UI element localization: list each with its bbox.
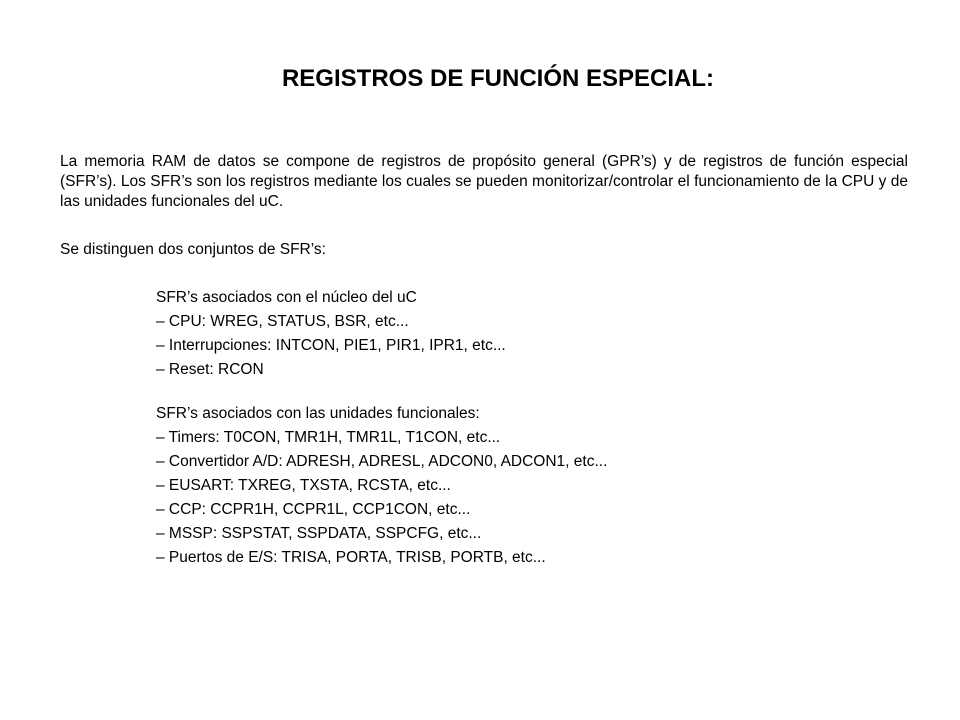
core-sfr-group (156, 286, 506, 382)
list-item: – CPU: WREG, STATUS, BSR, etc... (156, 313, 409, 330)
intro-paragraph: La memoria RAM de datos se compone de registros de propósito general (GPR’s) y de registros de función especial (SFR’s). Los SFR’s son los registros mediante los cuales se pueden monitorizar/controlar el funcionamiento de la CPU y de las unidades funcionales del uC. (60, 153, 908, 210)
list-item: – Interrupciones: INTCON, PIE1, PIR1, IPR1, etc... (156, 337, 506, 354)
lead-sentence: Se distinguen dos conjuntos de SFR’s: (60, 241, 326, 258)
group-heading: SFR’s asociados con el núcleo del uC (156, 289, 417, 306)
list-item: – Timers: T0CON, TMR1H, TMR1L, T1CON, etc... (156, 429, 501, 446)
units-sfr-group (156, 402, 607, 570)
slide-title: REGISTROS DE FUNCIÓN ESPECIAL: (281, 65, 715, 92)
list-item: – EUSART: TXREG, TXSTA, RCSTA, etc... (156, 477, 451, 494)
list-item: – Reset: RCON (156, 361, 264, 378)
group-heading: SFR’s asociados con las unidades funcionales: (156, 405, 480, 422)
list-item: – Puertos de E/S: TRISA, PORTA, TRISB, PORTB, etc... (156, 549, 546, 566)
list-item: – MSSP: SSPSTAT, SSPDATA, SSPCFG, etc... (156, 525, 482, 542)
list-item: – Convertidor A/D: ADRESH, ADRESL, ADCON0, ADCON1, etc... (156, 453, 608, 470)
list-item: – CCP: CCPR1H, CCPR1L, CCP1CON, etc... (156, 501, 471, 518)
